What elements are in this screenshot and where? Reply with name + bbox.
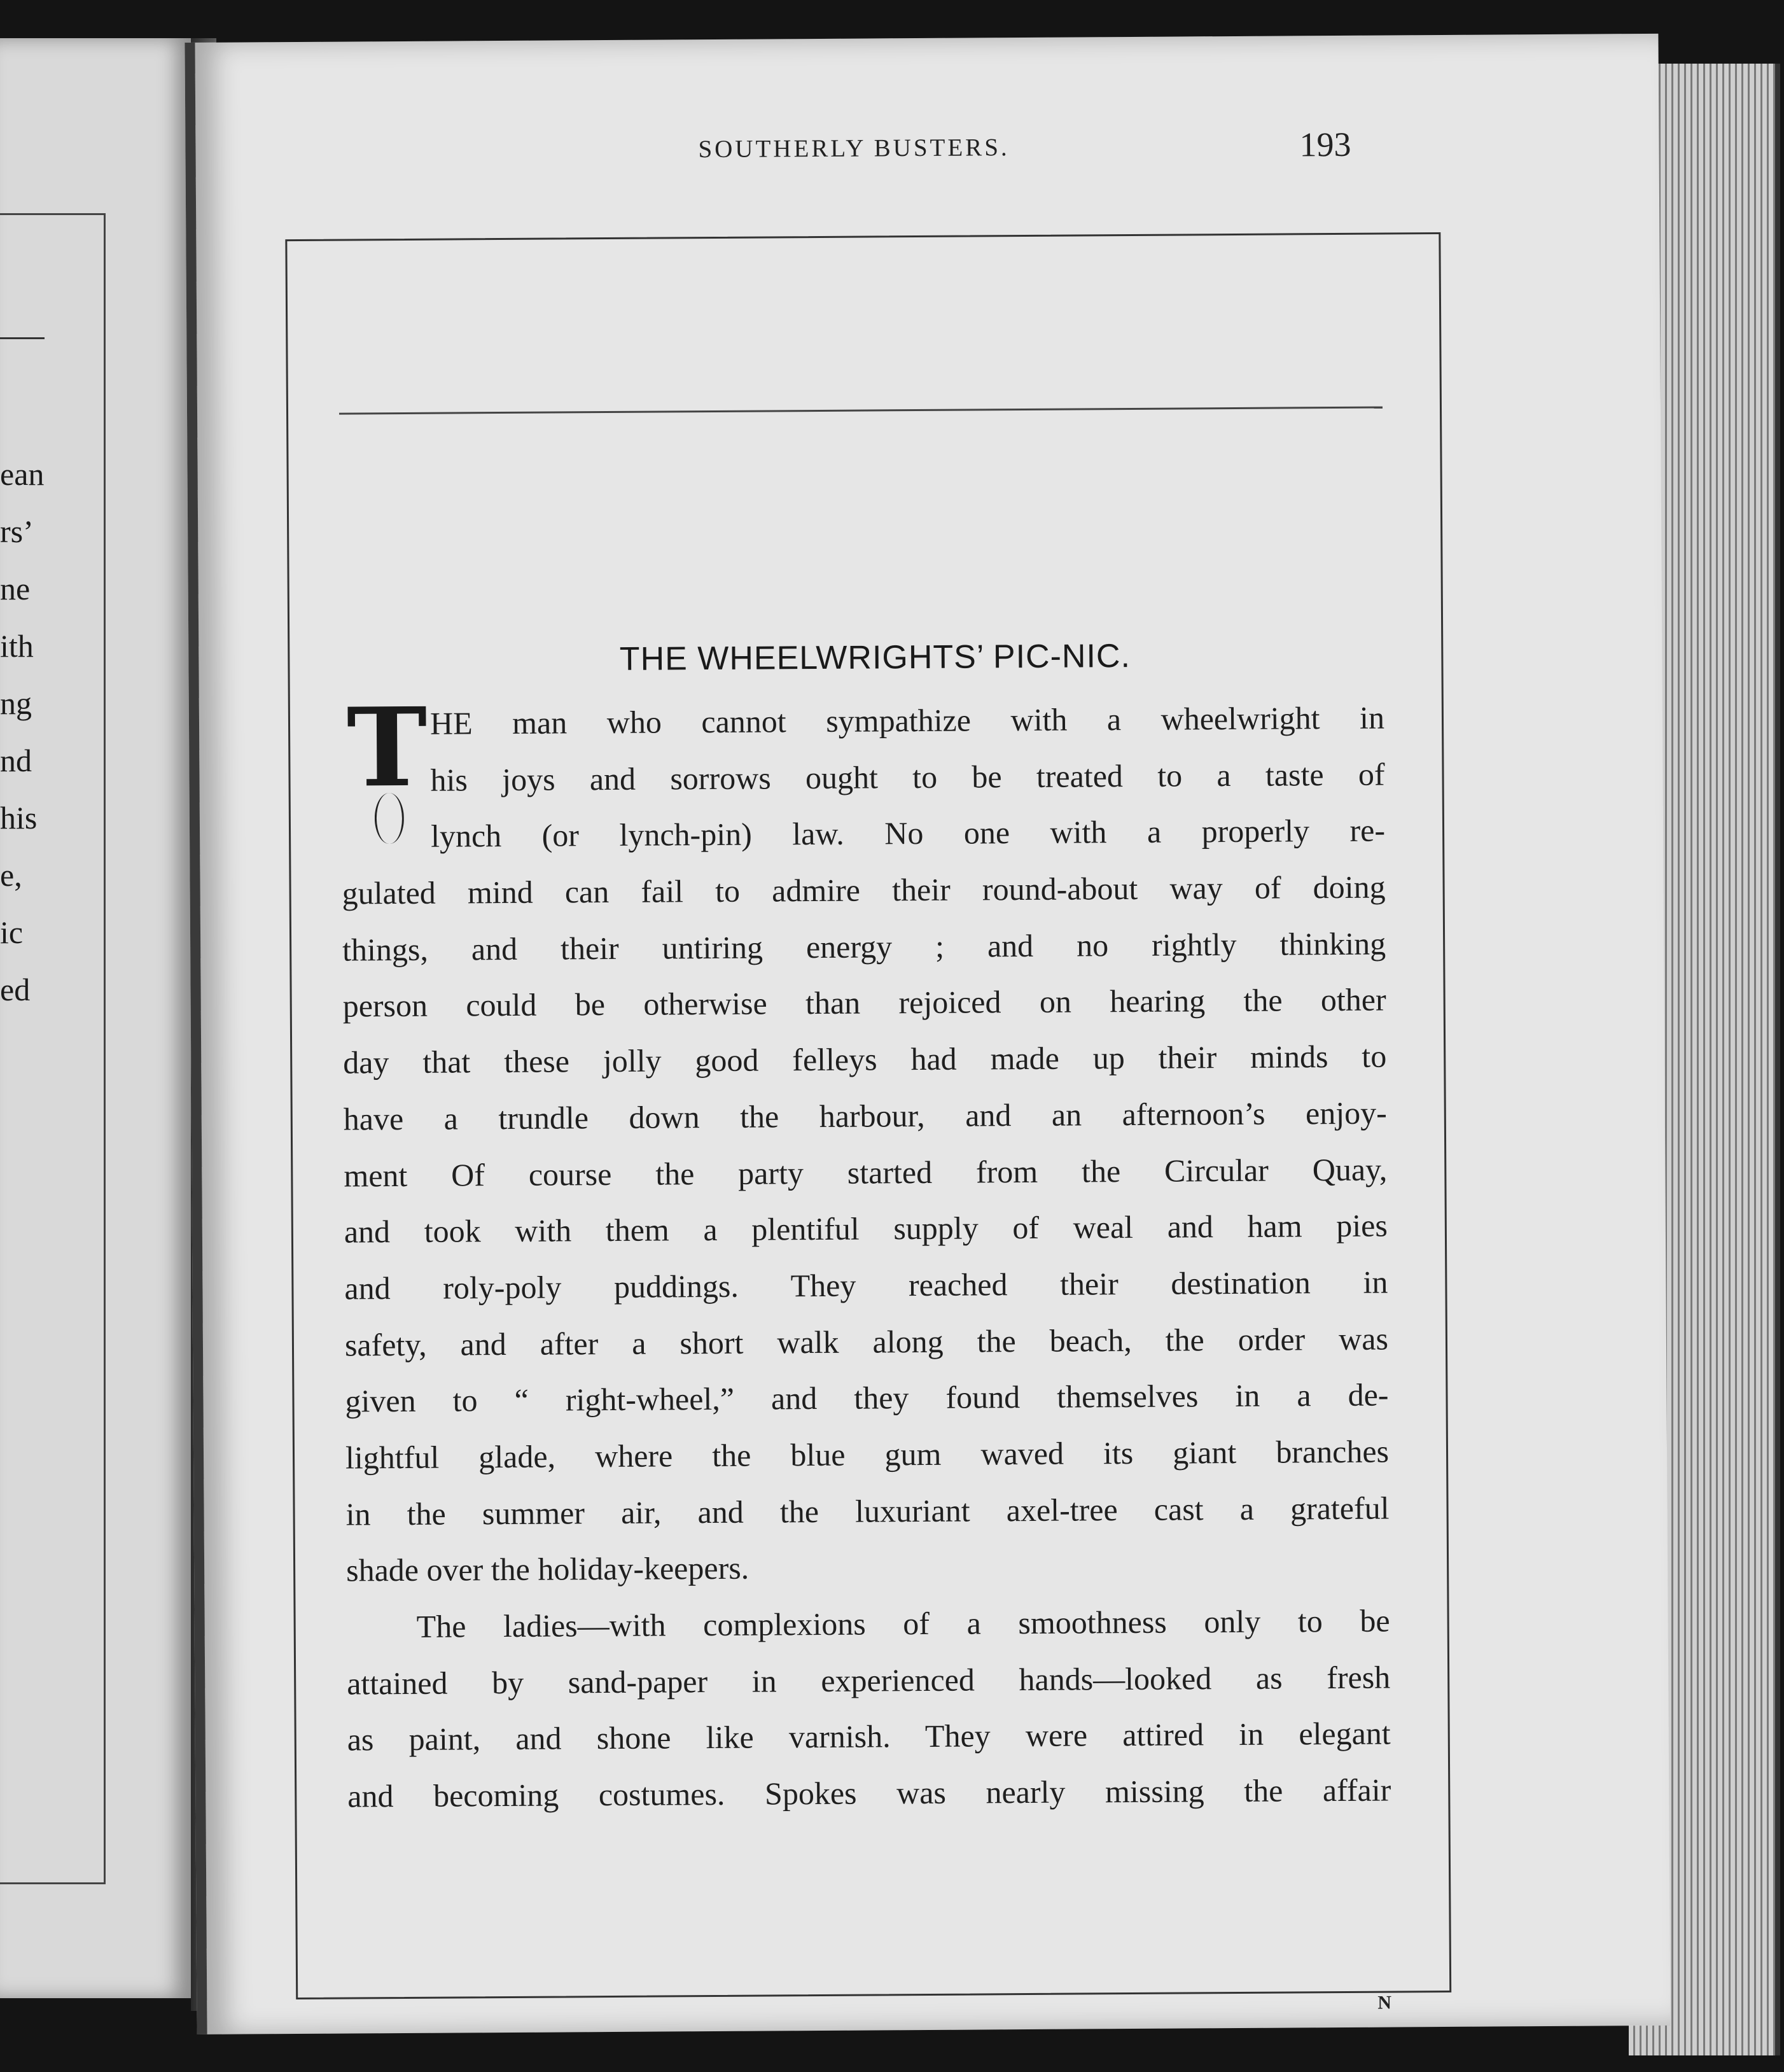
- left-fragment: his: [0, 800, 38, 836]
- right-page: [185, 34, 1670, 2034]
- chapter-title: THE WHEELWRIGHTS’ PIC-NIC.: [619, 637, 1131, 678]
- left-fragment: ith: [0, 628, 34, 664]
- text-line: gulated mind can fail to admire their round-about way of doing: [342, 869, 1386, 911]
- text-line: attained by sand-paper in experienced hands—looked as fresh: [347, 1659, 1391, 1702]
- left-fragment: ic: [0, 914, 24, 950]
- header-rule: [339, 407, 1383, 415]
- left-page: [0, 38, 191, 1998]
- signature-mark: N: [1377, 1992, 1392, 2013]
- left-fragment: rs’: [0, 514, 34, 549]
- text-line: ment Of course the party started from the Circular Quay,: [344, 1151, 1388, 1194]
- left-fragment: ean: [0, 456, 45, 492]
- text-line: and becoming costumes. Spokes was nearly missing the affair: [347, 1772, 1391, 1814]
- left-fragment: ng: [0, 685, 32, 721]
- text-line: given to “ right-wheel,” and they found themselves in a de-: [345, 1376, 1389, 1419]
- text-line: shade over the holiday-keepers.: [345, 1550, 749, 1588]
- text-line: The ladies—with complexions of a smoothness only to be: [416, 1602, 1390, 1644]
- text-line: have a trundle down the harbour, and an afternoon’s enjoy-: [343, 1095, 1387, 1137]
- text-line: in the summer air, and the luxuriant axel-tree cast a grateful: [345, 1490, 1390, 1532]
- left-fragment: nd: [0, 743, 32, 778]
- left-fragment: e,: [0, 857, 22, 893]
- page-number: 193: [1299, 125, 1351, 164]
- drop-cap-letter: T: [346, 683, 428, 812]
- text-line: his joys and sorrows ought to be treated to a taste of: [430, 756, 1385, 798]
- text-line: safety, and after a short walk along the beach, the order was: [344, 1320, 1389, 1363]
- text-line: lightful glade, where the blue gum waved its giant branches: [345, 1433, 1390, 1476]
- body-text: [341, 683, 1391, 1825]
- text-line: lynch (or lynch-pin) law. No one with a properly re-: [430, 812, 1386, 855]
- text-line: as paint, and shone like varnish. They were attired in elegant: [347, 1715, 1391, 1758]
- text-line: things, and their untiring energy ; and no rightly thinking: [342, 925, 1386, 968]
- left-page-fragments: [0, 445, 44, 1018]
- running-title: SOUTHERLY BUSTERS.: [698, 134, 1010, 164]
- text-frame: [285, 232, 1451, 1999]
- left-fragment: ed: [0, 972, 31, 1007]
- text-line: and took with them a plentiful supply of weal and ham pies: [344, 1207, 1388, 1250]
- text-line: HE man who cannot sympathize with a wheelwright in: [429, 699, 1385, 741]
- text-line: day that these jolly good felleys had made up their minds to: [343, 1038, 1387, 1081]
- left-fragment: ne: [0, 571, 31, 606]
- text-line: person could be otherwise than rejoiced on hearing the other: [342, 981, 1386, 1025]
- left-page-rule: [0, 337, 45, 339]
- text-line: and roly-poly puddings. They reached their destination in: [344, 1264, 1388, 1306]
